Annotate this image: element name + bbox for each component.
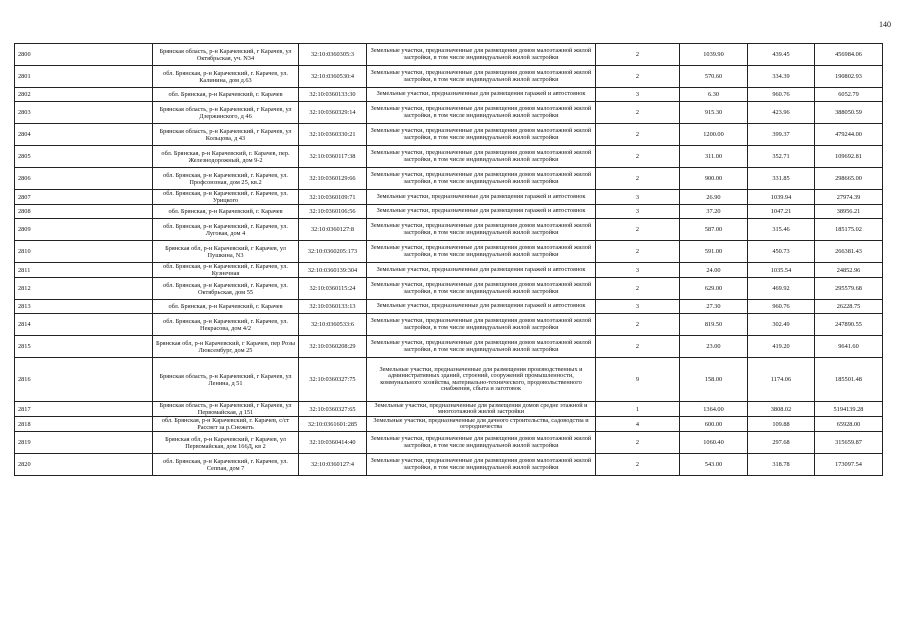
table-row: [15, 190, 883, 205]
row-number-cell: 2806: [15, 168, 153, 190]
table-row: [15, 88, 883, 102]
address-cell: обл. Брянская, р-н Карачевский, г. Карачев: [153, 300, 299, 314]
value-cell: 27974.39: [815, 190, 883, 205]
table-row: [15, 219, 883, 241]
cadastral-number-cell: 32:10:0360414:40: [299, 432, 367, 454]
value-cell: 185175.02: [815, 219, 883, 241]
cadastral-number-cell: 32:10:0360330:21: [299, 124, 367, 146]
cadastral-number-cell: 32:10:0360327:75: [299, 358, 367, 402]
table-row: [15, 124, 883, 146]
area-cell: 23.00: [680, 336, 748, 358]
value-cell: 109692.81: [815, 146, 883, 168]
value-cell: 456984.06: [815, 44, 883, 66]
land-use-cell: Земельные участки, предназначенные для размещения домов малоэтажной жилой застройки, в том числе индивидуальной жилой застройки: [367, 44, 596, 66]
land-use-cell: Земельные участки, предназначенные для размещения гаражей и автостоянок: [367, 205, 596, 219]
value-cell: 185501.48: [815, 358, 883, 402]
address-cell: обл. Брянская, р-н Карачевский, г. Карачев: [153, 205, 299, 219]
value-cell: 6052.79: [815, 88, 883, 102]
value-cell: 24852.96: [815, 263, 883, 278]
row-number-cell: 2807: [15, 190, 153, 205]
address-cell: обл. Брянская, р-н Карачевский, г. Карачев, ул. Луговая, дом 4: [153, 219, 299, 241]
group-cell: 3: [596, 263, 680, 278]
land-use-cell: Земельные участки, предназначенные для размещения домов малоэтажной жилой застройки, в том числе индивидуальной жилой застройки: [367, 168, 596, 190]
group-cell: 2: [596, 44, 680, 66]
land-use-cell: Земельные участки, предназначенные для размещения домов малоэтажной жилой застройки, в том числе индивидуальной жилой застройки: [367, 314, 596, 336]
value-cell: 266381.43: [815, 241, 883, 263]
row-number-cell: 2813: [15, 300, 153, 314]
cadastral-number-cell: 32:10:0360305:3: [299, 44, 367, 66]
address-cell: Брянская область, р-н Карачевский, г Карачев, ул Первомайская, д 151: [153, 402, 299, 417]
group-cell: 2: [596, 146, 680, 168]
address-cell: обл. Брянская, р-н Карачевский, г. Карачев, ул. Урицкого: [153, 190, 299, 205]
value-cell: 479244.00: [815, 124, 883, 146]
area-cell: 819.50: [680, 314, 748, 336]
cadastral-number-cell: 32:10:0360115:24: [299, 278, 367, 300]
row-number-cell: 2818: [15, 417, 153, 432]
rate-cell: 297.68: [748, 432, 815, 454]
address-cell: обл. Брянская, р-н Карачевский, г. Карачев, ул. Калинина, дом д.63: [153, 66, 299, 88]
cadastral-number-cell: 32:10:0360127:4: [299, 454, 367, 476]
cadastral-number-cell: 32:10:0360127:8: [299, 219, 367, 241]
rate-cell: 352.71: [748, 146, 815, 168]
address-cell: обл. Брянская, р-н Карачевский, г. Карачев, ул. Профсоюзная, дом 25, кв.2: [153, 168, 299, 190]
table-row: [15, 417, 883, 432]
land-use-cell: Земельные участки, предназначенные для размещения гаражей и автостоянок: [367, 300, 596, 314]
group-cell: 2: [596, 66, 680, 88]
land-use-cell: Земельные участки, предназначенные для размещения домов малоэтажной жилой застройки, в том числе индивидуальной жилой застройки: [367, 124, 596, 146]
row-number-cell: 2812: [15, 278, 153, 300]
table-row: [15, 168, 883, 190]
row-number-cell: 2819: [15, 432, 153, 454]
cadastral-number-cell: 32:10:0360327:65: [299, 402, 367, 417]
value-cell: 65928.00: [815, 417, 883, 432]
row-number-cell: 2820: [15, 454, 153, 476]
group-cell: 2: [596, 336, 680, 358]
value-cell: 315659.87: [815, 432, 883, 454]
cadastral-number-cell: 32:10:0360139:304: [299, 263, 367, 278]
land-use-cell: Земельные участки, предназначенные для размещения домов малоэтажной жилой застройки, в том числе индивидуальной жилой застройки: [367, 146, 596, 168]
area-cell: 311.00: [680, 146, 748, 168]
land-use-cell: Земельные участки, предназначенные для размещения домов средне этажной и многоэтажной жилой застройки: [367, 402, 596, 417]
table-row: [15, 263, 883, 278]
table-row: [15, 102, 883, 124]
row-number-cell: 2800: [15, 44, 153, 66]
row-number-cell: 2815: [15, 336, 153, 358]
area-cell: 570.60: [680, 66, 748, 88]
rate-cell: 399.37: [748, 124, 815, 146]
table-row: [15, 205, 883, 219]
group-cell: 2: [596, 278, 680, 300]
rate-cell: 960.76: [748, 88, 815, 102]
value-cell: 173097.54: [815, 454, 883, 476]
value-cell: 190802.93: [815, 66, 883, 88]
table-row: [15, 314, 883, 336]
table-row: [15, 336, 883, 358]
area-cell: 158.00: [680, 358, 748, 402]
area-cell: 24.00: [680, 263, 748, 278]
cadastral-number-cell: 32:10:0360133:30: [299, 88, 367, 102]
table-row: [15, 402, 883, 417]
rate-cell: 1035.54: [748, 263, 815, 278]
area-cell: 587.00: [680, 219, 748, 241]
area-cell: 543.00: [680, 454, 748, 476]
row-number-cell: 2802: [15, 88, 153, 102]
rate-cell: 109.88: [748, 417, 815, 432]
rate-cell: 960.76: [748, 300, 815, 314]
cadastral-number-cell: 32:10:0360133:13: [299, 300, 367, 314]
address-cell: Брянская область, р-н Карачевский, г Карачев, ул Октябрьская, уч. N34: [153, 44, 299, 66]
table-row: [15, 432, 883, 454]
cadastral-number-cell: 32:10:0360106:56: [299, 205, 367, 219]
area-cell: 1039.90: [680, 44, 748, 66]
group-cell: 2: [596, 314, 680, 336]
rate-cell: 331.85: [748, 168, 815, 190]
area-cell: 27.30: [680, 300, 748, 314]
land-use-cell: Земельные участки, предназначенные для размещения домов малоэтажной жилой застройки, в том числе индивидуальной жилой застройки: [367, 278, 596, 300]
land-use-cell: Земельные участки, предназначенные для размещения домов малоэтажной жилой застройки, в том числе индивидуальной жилой застройки: [367, 336, 596, 358]
group-cell: 9: [596, 358, 680, 402]
land-use-cell: Земельные участки, предназначенные для размещения домов малоэтажной жилой застройки, в том числе индивидуальной жилой застройки: [367, 432, 596, 454]
row-number-cell: 2804: [15, 124, 153, 146]
address-cell: обл. Брянская, р-н Карачевский, г. Карачев, ул. Некрасова, дом 4/2: [153, 314, 299, 336]
group-cell: 2: [596, 168, 680, 190]
value-cell: 9641.60: [815, 336, 883, 358]
address-cell: Брянская область, р-н Карачевский, г Карачев, ул Кольцова, д 43: [153, 124, 299, 146]
address-cell: Брянская обл, р-н Карачевский, г Карачев, ул Пушкина, N3: [153, 241, 299, 263]
address-cell: Брянская обл, р-н Карачевский, г Карачев, пер Розы Люксембург, дом 25: [153, 336, 299, 358]
land-use-cell: Земельные участки, предназначенные для размещения гаражей и автостоянок: [367, 190, 596, 205]
group-cell: 3: [596, 190, 680, 205]
row-number-cell: 2809: [15, 219, 153, 241]
area-cell: 37.20: [680, 205, 748, 219]
cadastral-number-cell: 32:10:0361601:285: [299, 417, 367, 432]
group-cell: 3: [596, 205, 680, 219]
land-use-cell: Земельные участки, предназначенные для размещения гаражей и автостоянок: [367, 88, 596, 102]
area-cell: 1060.40: [680, 432, 748, 454]
group-cell: 2: [596, 102, 680, 124]
group-cell: 2: [596, 124, 680, 146]
value-cell: 38956.21: [815, 205, 883, 219]
table-row: [15, 44, 883, 66]
row-number-cell: 2810: [15, 241, 153, 263]
table-row: [15, 66, 883, 88]
value-cell: 298665.00: [815, 168, 883, 190]
row-number-cell: 2814: [15, 314, 153, 336]
row-number-cell: 2816: [15, 358, 153, 402]
rate-cell: 334.39: [748, 66, 815, 88]
group-cell: 4: [596, 417, 680, 432]
rate-cell: 423.96: [748, 102, 815, 124]
rate-cell: 3808.02: [748, 402, 815, 417]
value-cell: 295579.68: [815, 278, 883, 300]
row-number-cell: 2803: [15, 102, 153, 124]
address-cell: обл. Брянская, р-н Карачевский, г. Карачев, ул. Сеппая, дом 7: [153, 454, 299, 476]
land-use-cell: Земельные участки, предназначенные для размещения гаражей и автостоянок: [367, 263, 596, 278]
cadastral-number-cell: 32:10:0360205:173: [299, 241, 367, 263]
cadastral-number-cell: 32:10:0360117:38: [299, 146, 367, 168]
cadastral-number-cell: 32:10:0360208:29: [299, 336, 367, 358]
area-cell: 600.00: [680, 417, 748, 432]
group-cell: 3: [596, 88, 680, 102]
address-cell: Брянская область, р-н Карачевский, г Карачев, ул Ленина, д 51: [153, 358, 299, 402]
address-cell: обл. Брянская, р-н Карачевский, г. Карачев, ул. Октябрьская, дом 55: [153, 278, 299, 300]
group-cell: 2: [596, 241, 680, 263]
area-cell: 1364.00: [680, 402, 748, 417]
land-use-cell: Земельные участки, предназначенные для размещения домов малоэтажной жилой застройки, в том числе индивидуальной жилой застройки: [367, 454, 596, 476]
address-cell: обл. Брянская, р-н Карачевский, г. Карачев, с/ст Рассвет за р.Снежеть: [153, 417, 299, 432]
group-cell: 2: [596, 454, 680, 476]
page-number: 140: [879, 20, 891, 29]
value-cell: 388050.59: [815, 102, 883, 124]
area-cell: 915.30: [680, 102, 748, 124]
rate-cell: 1047.21: [748, 205, 815, 219]
rate-cell: 302.49: [748, 314, 815, 336]
cadastral-number-cell: 32:10:0360129:66: [299, 168, 367, 190]
cadastral-number-cell: 32:10:0360533:6: [299, 314, 367, 336]
row-number-cell: 2811: [15, 263, 153, 278]
land-use-cell: Земельные участки, предназначенные для размещения домов малоэтажной жилой застройки, в том числе индивидуальной жилой застройки: [367, 102, 596, 124]
rate-cell: 439.45: [748, 44, 815, 66]
group-cell: 1: [596, 402, 680, 417]
rate-cell: 1039.94: [748, 190, 815, 205]
group-cell: 2: [596, 432, 680, 454]
address-cell: Брянская обл, р-н Карачевский, г Карачев, ул Первомайская, дом 166Д, кв 2: [153, 432, 299, 454]
area-cell: 1200.00: [680, 124, 748, 146]
land-use-cell: Земельные участки, предназначенные для дачного строительства, садоводства и огородничества: [367, 417, 596, 432]
address-cell: Брянская область, р-н Карачевский, г Карачев, ул Дзержинского, д 46: [153, 102, 299, 124]
area-cell: 26.90: [680, 190, 748, 205]
rate-cell: 450.73: [748, 241, 815, 263]
rate-cell: 315.46: [748, 219, 815, 241]
cadastral-number-cell: 32:10:0360109:71: [299, 190, 367, 205]
area-cell: 629.00: [680, 278, 748, 300]
table-row: [15, 146, 883, 168]
area-cell: 6.30: [680, 88, 748, 102]
table-row: [15, 241, 883, 263]
table-row: [15, 358, 883, 402]
cadastral-number-cell: 32:10:0360329:14: [299, 102, 367, 124]
land-use-cell: Земельные участки, предназначенные для размещения домов малоэтажной жилой застройки, в том числе индивидуальной жилой застройки: [367, 219, 596, 241]
address-cell: обл. Брянская, р-н Карачевский, г. Карачев, ул. Кузнечная: [153, 263, 299, 278]
row-number-cell: 2805: [15, 146, 153, 168]
value-cell: 5194139.28: [815, 402, 883, 417]
row-number-cell: 2801: [15, 66, 153, 88]
table-row: [15, 454, 883, 476]
register-body: [15, 44, 883, 476]
address-cell: обл. Брянская, р-н Карачевский, г. Карачев: [153, 88, 299, 102]
table-row: [15, 300, 883, 314]
row-number-cell: 2808: [15, 205, 153, 219]
land-use-cell: Земельные участки, предназначенные для размещения домов малоэтажной жилой застройки, в том числе индивидуальной жилой застройки: [367, 66, 596, 88]
group-cell: 2: [596, 219, 680, 241]
address-cell: обл. Брянская, р-н Карачевский, г. Карачев, пер. Железнодорожный, дом 9-2: [153, 146, 299, 168]
group-cell: 3: [596, 300, 680, 314]
value-cell: 26228.75: [815, 300, 883, 314]
land-register-table: [14, 43, 883, 476]
area-cell: 591.00: [680, 241, 748, 263]
rate-cell: 318.78: [748, 454, 815, 476]
cadastral-number-cell: 32:10:0360530:4: [299, 66, 367, 88]
land-use-cell: Земельные участки, предназначенные для размещения домов малоэтажной жилой застройки, в том числе индивидуальной жилой застройки: [367, 241, 596, 263]
land-use-cell: Земельные участки, предназначенные для размещения производственных и административных зданий, строений, сооружений промышленности, коммунального хозяйства, материально-технического, продовольственного снабжения, сбыта и заготовок: [367, 358, 596, 402]
row-number-cell: 2817: [15, 402, 153, 417]
rate-cell: 419.20: [748, 336, 815, 358]
table-row: [15, 278, 883, 300]
area-cell: 900.00: [680, 168, 748, 190]
rate-cell: 469.92: [748, 278, 815, 300]
value-cell: 247890.55: [815, 314, 883, 336]
rate-cell: 1174.06: [748, 358, 815, 402]
